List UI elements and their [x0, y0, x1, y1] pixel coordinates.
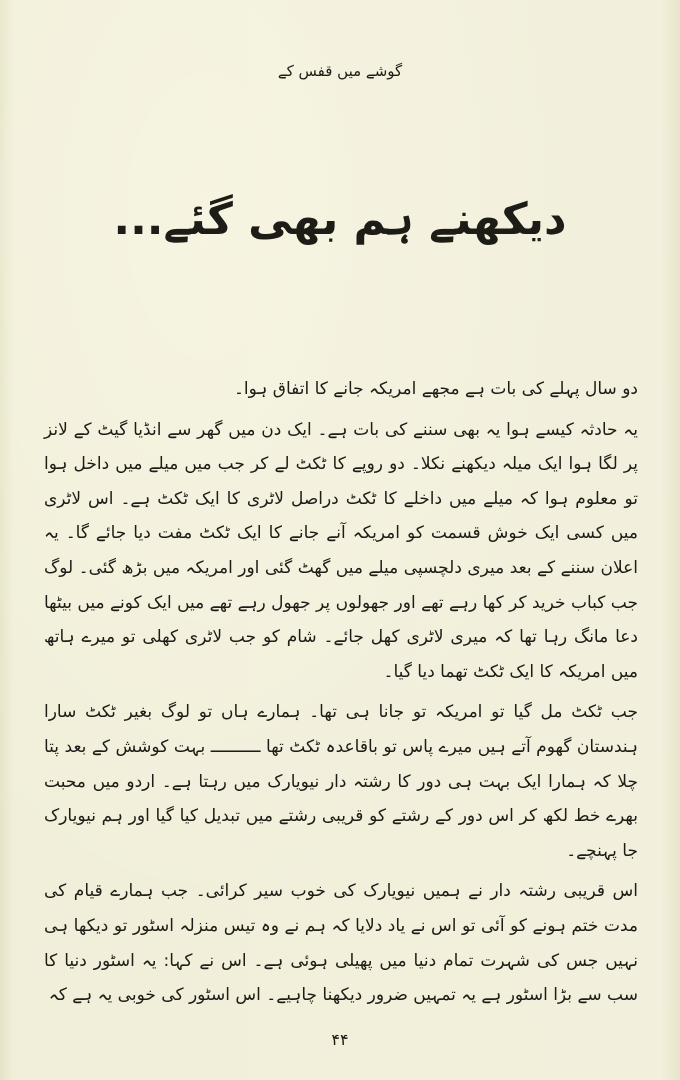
running-head: گوشے میں قفس کے — [277, 62, 403, 80]
paragraph: جب ٹکٹ مل گیا تو امریکہ تو جانا ہی تھا۔ ہمارے ہاں تو لوگ بغیر ٹکٹ سارا ہندستان گھوم آتے ہیں میرے پاس تو باقاعدہ ٹکٹ تھا ــــــــــ بہت کوشش کے بعد پتا چلا کہ ہمارا ایک بہت ہی دور کا رشتہ دار نیویارک میں رہتا ہے۔ اردو میں محبت بھرے خط لکھ کر اس دور کے رشتے کو قریبی رشتے میں تبدیل کیا گیا اور ہم نیویارک جا پہنچے۔ — [44, 702, 638, 861]
chapter-title: دیکھنے ہم بھی گئے... — [113, 194, 567, 245]
paragraph: دو سال پہلے کی بات ہے مجھے امریکہ جانے کا اتفاق ہوا۔ — [233, 379, 638, 399]
body-text — [44, 372, 638, 1019]
paragraph: اس قریبی رشتہ دار نے ہمیں نیویارک کی خوب سیر کرائی۔ جب ہمارے قیام کی مدت ختم ہونے کو آئی تو اس نے یاد دلایا کہ ہم نے وہ تیس منزلہ اسٹور تو دیکھا ہی نہیں جس کی شہرت تمام دنیا میں پھیلی ہوئی ہے۔ اس نے کہا: یہ اسٹور دنیا کا سب سے بڑا اسٹور ہے یہ تمہیں ضرور دیکھنا چاہیے۔ اس اسٹور کی خوبی یہ ہے کہ — [44, 881, 638, 1006]
page-number: ۴۴ — [331, 1030, 349, 1049]
paragraph: یہ حادثہ کیسے ہوا یہ بھی سننے کی بات ہے۔ ایک دن میں گھر سے انڈیا گیٹ کے لانز پر لگا ہوا ایک میلہ دیکھنے نکلا۔ دو روپے کا ٹکٹ لے کر جب میں میلے میں داخل ہوا تو معلوم ہوا کہ میلے میں داخلے کا ٹکٹ دراصل لاٹری کا ایک ٹکٹ ہے۔ اس لاٹری میں کسی ایک خوش قسمت کو امریکہ آنے جانے کا ایک ٹکٹ مفت دیا جائے گا۔ یہ اعلان سننے کے بعد میری دلچسپی میلے میں گھٹ گئی اور امریکہ میں بڑھ گئی۔ لوگ جب کباب خرید کر کھا رہے تھے اور جھولوں پر جھول رہے تھے میں ایک کونے میں بیٹھا دعا مانگ رہا تھا کہ میری لاٹری کھل جائے۔ شام کو جب لاٹری کھلی تو میرے ہاتھ میں امریکہ کا ایک ٹکٹ تھما دیا گیا۔ — [44, 419, 638, 682]
